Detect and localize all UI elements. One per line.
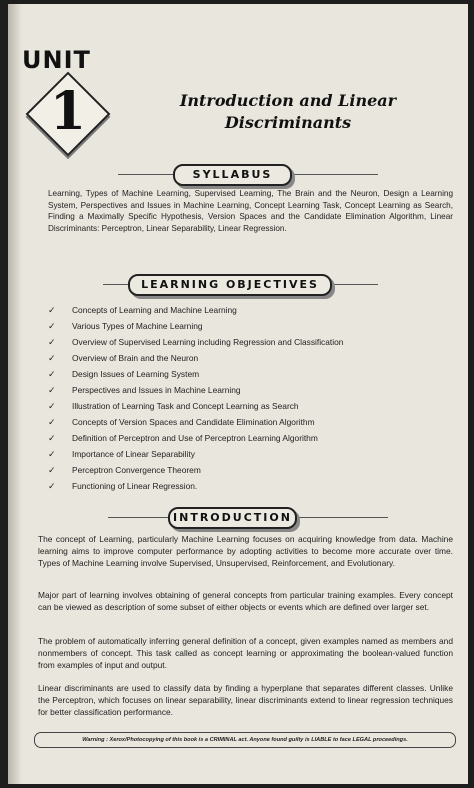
check-icon: ✓ bbox=[48, 384, 56, 395]
introduction-paragraph-3: The problem of automatically inferring general definition of a concept, given examples named as members and nonmembers of concept. This task called as concept learning or approximating the boolean-valued function from examples of input and output. bbox=[38, 636, 453, 670]
check-icon: ✓ bbox=[48, 432, 56, 443]
syllabus-heading: SYLLABUS bbox=[173, 164, 292, 186]
page-spine-shadow bbox=[8, 4, 22, 784]
unit-label: UNIT bbox=[22, 46, 91, 74]
chapter-title-line-2: Discriminants bbox=[224, 113, 352, 132]
check-icon: ✓ bbox=[48, 304, 56, 315]
objective-text: Perspectives and Issues in Machine Learning bbox=[72, 385, 241, 395]
objective-text: Functioning of Linear Regression. bbox=[72, 481, 198, 491]
objectives-list bbox=[48, 302, 448, 494]
list-item bbox=[48, 382, 448, 398]
objective-text: Definition of Perceptron and Use of Perceptron Learning Algorithm bbox=[72, 433, 318, 443]
objective-text: Overview of Brain and the Neuron bbox=[72, 353, 199, 363]
list-item bbox=[48, 414, 448, 430]
list-item bbox=[48, 478, 448, 494]
objective-text: Concepts of Version Spaces and Candidate Elimination Algorithm bbox=[72, 417, 315, 427]
list-item bbox=[48, 462, 448, 478]
check-icon: ✓ bbox=[48, 400, 56, 411]
introduction-paragraph-2: Major part of learning involves obtaining of general concepts from particular training examples. Every concept can be viewed as description of some subset of either objects or events which are defined over larger set. bbox=[38, 590, 453, 612]
chapter-title bbox=[168, 90, 408, 134]
check-icon: ✓ bbox=[48, 352, 56, 363]
list-item bbox=[48, 302, 448, 318]
copyright-warning-banner: Warning : Xerox/Photocopying of this book is a CRIMINAL act. Anyone found guilty is LIABLE to face LEGAL proceedings. bbox=[34, 732, 456, 748]
book-page bbox=[8, 4, 468, 784]
list-item bbox=[48, 318, 448, 334]
list-item bbox=[48, 430, 448, 446]
introduction-heading: INTRODUCTION bbox=[168, 507, 297, 529]
objective-text: Overview of Supervised Learning including Regression and Classification bbox=[72, 337, 344, 347]
objective-text: Illustration of Learning Task and Concept Learning as Search bbox=[72, 401, 299, 411]
unit-number: 1 bbox=[49, 81, 87, 142]
objective-text: Importance of Linear Separability bbox=[72, 449, 195, 459]
list-item bbox=[48, 446, 448, 462]
check-icon: ✓ bbox=[48, 320, 56, 331]
introduction-paragraph-4: Linear discriminants are used to classify data by finding a hyperplane that separates different classes. Unlike the Perceptron, which focuses on linear separability, linear discriminants extend to linear regression techniques for better classification performance. bbox=[38, 683, 453, 717]
list-item bbox=[48, 334, 448, 350]
objectives-heading: LEARNING OBJECTIVES bbox=[128, 274, 332, 296]
check-icon: ✓ bbox=[48, 336, 56, 347]
check-icon: ✓ bbox=[48, 416, 56, 427]
check-icon: ✓ bbox=[48, 448, 56, 459]
objective-text: Various Types of Machine Learning bbox=[72, 321, 203, 331]
check-icon: ✓ bbox=[48, 368, 56, 379]
check-icon: ✓ bbox=[48, 480, 56, 491]
syllabus-text: Learning, Types of Machine Learning, Supervised Learning, The Brain and the Neuron, Design a Learning System, Perspectives and Issues in Machine Learning, Concept Learning Task, Concept Learning as Search, Finding a Maximally Specific Hypothesis, Version Spaces and the Candidate Elimination Algorithm, Linear Discriminants: Perceptron, Linear Separability, Linear Regression. bbox=[48, 189, 453, 233]
list-item bbox=[48, 398, 448, 414]
objective-text: Perceptron Convergence Theorem bbox=[72, 465, 201, 475]
list-item bbox=[48, 366, 448, 382]
list-item bbox=[48, 350, 448, 366]
check-icon: ✓ bbox=[48, 464, 56, 475]
introduction-paragraph-1: The concept of Learning, particularly Machine Learning focuses on acquiring knowledge from data. Machine learning aims to improve computer performance by adopting activities to become more accurate over time. Types of Machine Learning involve Supervised, Unsupervised, Reinforcement, and Evolutionary. bbox=[38, 534, 453, 568]
objective-text: Design Issues of Learning System bbox=[72, 369, 200, 379]
chapter-title-line-1: Introduction and Linear bbox=[179, 91, 397, 110]
objective-text: Concepts of Learning and Machine Learning bbox=[72, 305, 237, 315]
